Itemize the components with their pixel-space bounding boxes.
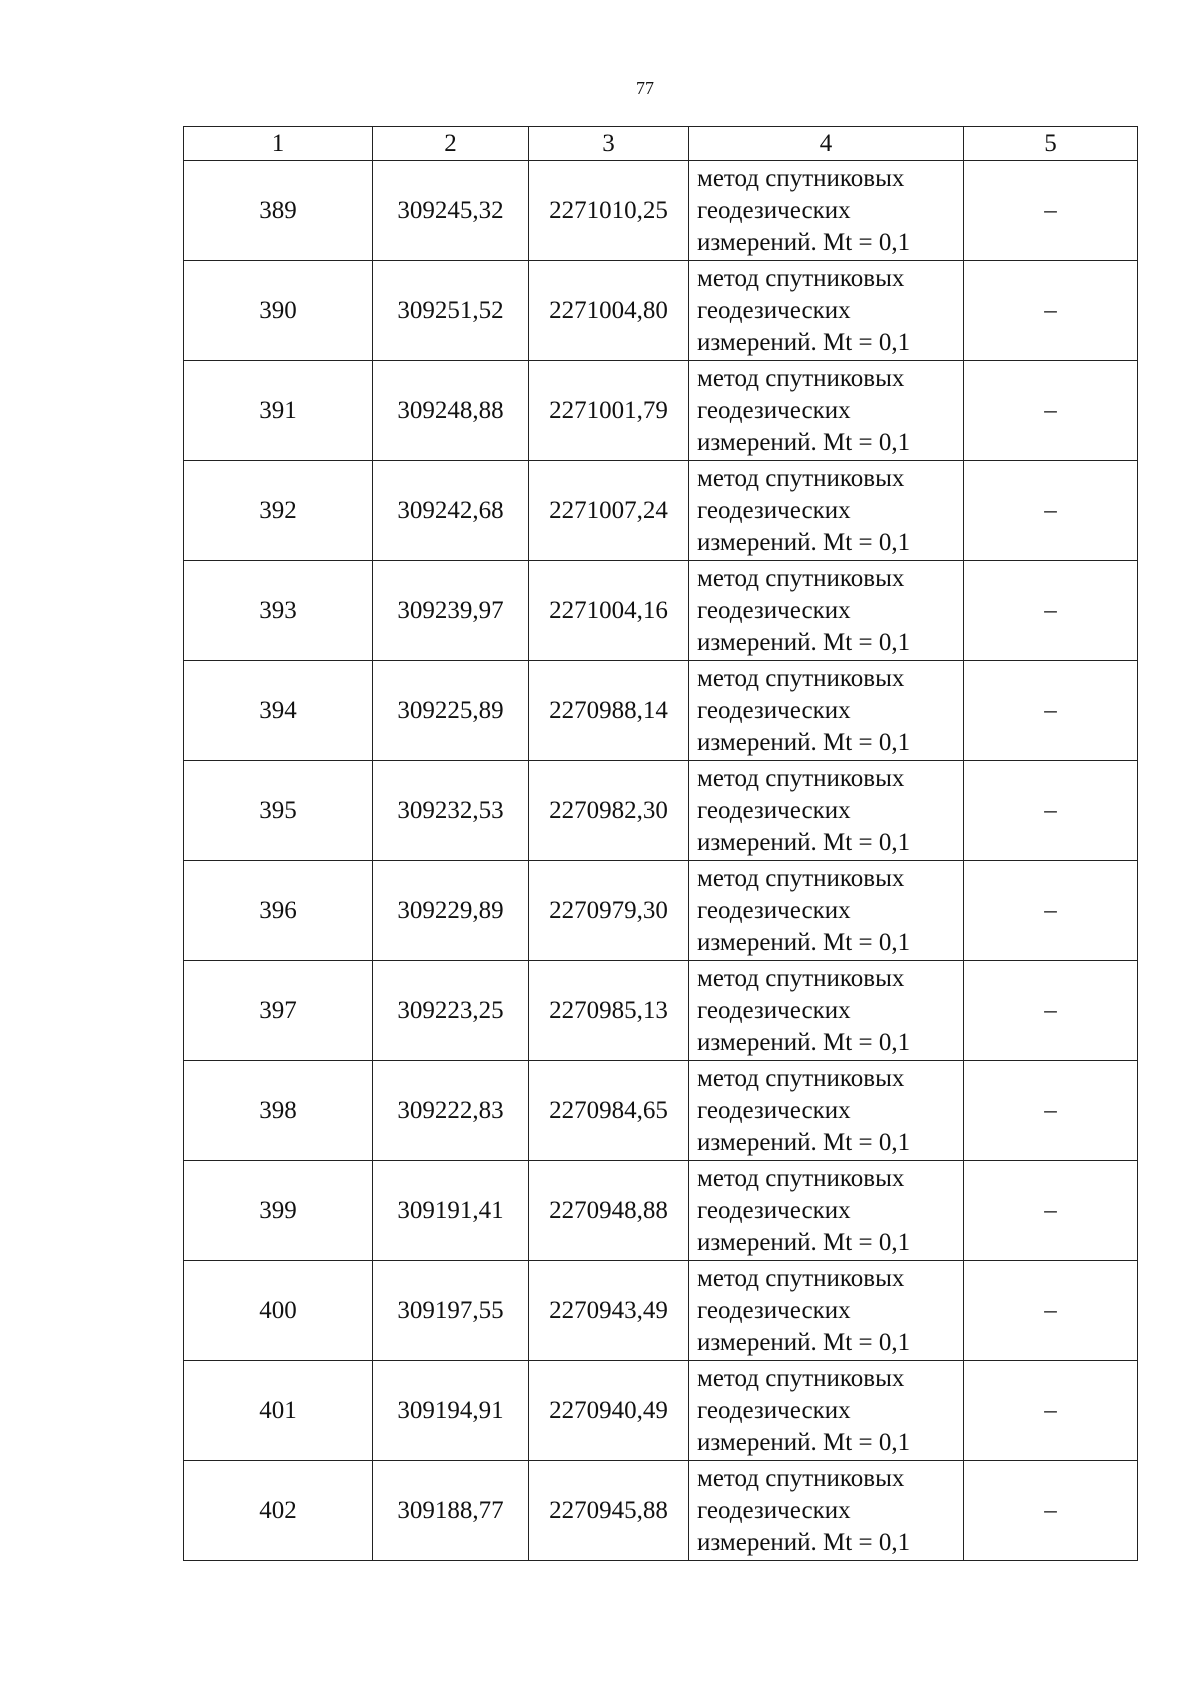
description-cell: –	[964, 961, 1138, 1061]
y-coordinate-cell: 2270982,30	[529, 761, 689, 861]
x-coordinate-cell: 309188,77	[373, 1461, 529, 1561]
method-line-2: геодезических	[697, 696, 851, 724]
method-line-1: метод спутниковых	[697, 864, 905, 892]
method-cell	[689, 461, 964, 561]
method-line-3: измерений. Mt = 0,1	[697, 528, 911, 556]
point-number-cell: 389	[184, 161, 373, 261]
description-cell: –	[964, 461, 1138, 561]
point-number-cell: 392	[184, 461, 373, 561]
method-line-2: геодезических	[697, 996, 851, 1024]
y-coordinate-cell: 2271001,79	[529, 361, 689, 461]
table-row	[184, 461, 1138, 561]
y-coordinate-cell: 2271004,16	[529, 561, 689, 661]
table-row	[184, 661, 1138, 761]
x-coordinate-cell: 309225,89	[373, 661, 529, 761]
method-line-1: метод спутниковых	[697, 1264, 905, 1292]
method-line-3: измерений. Mt = 0,1	[697, 1128, 911, 1156]
x-coordinate-cell: 309251,52	[373, 261, 529, 361]
method-line-1: метод спутниковых	[697, 664, 905, 692]
header-col-4: 4	[689, 127, 964, 161]
table-row	[184, 161, 1138, 261]
method-line-2: геодезических	[697, 1096, 851, 1124]
method-cell	[689, 1361, 964, 1461]
description-cell: –	[964, 361, 1138, 461]
x-coordinate-cell: 309194,91	[373, 1361, 529, 1461]
method-line-1: метод спутниковых	[697, 964, 905, 992]
header-col-5: 5	[964, 127, 1138, 161]
y-coordinate-cell: 2270984,65	[529, 1061, 689, 1161]
method-line-1: метод спутниковых	[697, 564, 905, 592]
table-row	[184, 261, 1138, 361]
y-coordinate-cell: 2270948,88	[529, 1161, 689, 1261]
x-coordinate-cell: 309191,41	[373, 1161, 529, 1261]
table-row	[184, 961, 1138, 1061]
method-line-1: метод спутниковых	[697, 364, 905, 392]
method-cell	[689, 1461, 964, 1561]
method-line-1: метод спутниковых	[697, 1164, 905, 1192]
method-cell	[689, 161, 964, 261]
table-row	[184, 1361, 1138, 1461]
x-coordinate-cell: 309229,89	[373, 861, 529, 961]
method-cell	[689, 861, 964, 961]
method-line-3: измерений. Mt = 0,1	[697, 828, 911, 856]
y-coordinate-cell: 2270979,30	[529, 861, 689, 961]
description-cell: –	[964, 861, 1138, 961]
point-number-cell: 401	[184, 1361, 373, 1461]
point-number-cell: 391	[184, 361, 373, 461]
description-cell: –	[964, 561, 1138, 661]
method-line-3: измерений. Mt = 0,1	[697, 1528, 911, 1556]
method-cell	[689, 1161, 964, 1261]
x-coordinate-cell: 309222,83	[373, 1061, 529, 1161]
y-coordinate-cell: 2270945,88	[529, 1461, 689, 1561]
description-cell: –	[964, 261, 1138, 361]
point-number-cell: 390	[184, 261, 373, 361]
description-cell: –	[964, 661, 1138, 761]
x-coordinate-cell: 309197,55	[373, 1261, 529, 1361]
description-cell: –	[964, 1461, 1138, 1561]
table-row	[184, 761, 1138, 861]
x-coordinate-cell: 309245,32	[373, 161, 529, 261]
y-coordinate-cell: 2270943,49	[529, 1261, 689, 1361]
point-number-cell: 393	[184, 561, 373, 661]
method-line-1: метод спутниковых	[697, 1064, 905, 1092]
method-cell	[689, 1061, 964, 1161]
y-coordinate-cell: 2271004,80	[529, 261, 689, 361]
method-line-1: метод спутниковых	[697, 1464, 905, 1492]
header-col-3: 3	[529, 127, 689, 161]
method-line-2: геодезических	[697, 596, 851, 624]
method-line-3: измерений. Mt = 0,1	[697, 1428, 911, 1456]
y-coordinate-cell: 2271010,25	[529, 161, 689, 261]
method-line-3: измерений. Mt = 0,1	[697, 428, 911, 456]
point-number-cell: 396	[184, 861, 373, 961]
table-row	[184, 1061, 1138, 1161]
method-line-3: измерений. Mt = 0,1	[697, 1028, 911, 1056]
description-cell: –	[964, 1161, 1138, 1261]
x-coordinate-cell: 309239,97	[373, 561, 529, 661]
method-line-1: метод спутниковых	[697, 164, 905, 192]
method-line-3: измерений. Mt = 0,1	[697, 1228, 911, 1256]
coordinates-table	[183, 126, 1138, 1561]
table-header	[184, 127, 1138, 161]
method-line-3: измерений. Mt = 0,1	[697, 728, 911, 756]
method-line-3: измерений. Mt = 0,1	[697, 628, 911, 656]
header-row	[184, 127, 1138, 161]
point-number-cell: 402	[184, 1461, 373, 1561]
method-line-1: метод спутниковых	[697, 264, 905, 292]
x-coordinate-cell: 309248,88	[373, 361, 529, 461]
description-cell: –	[964, 1061, 1138, 1161]
method-line-3: измерений. Mt = 0,1	[697, 228, 911, 256]
header-col-1: 1	[184, 127, 373, 161]
method-line-2: геодезических	[697, 796, 851, 824]
method-line-2: геодезических	[697, 1496, 851, 1524]
method-line-2: геодезических	[697, 496, 851, 524]
description-cell: –	[964, 761, 1138, 861]
header-col-2: 2	[373, 127, 529, 161]
method-line-3: измерений. Mt = 0,1	[697, 928, 911, 956]
method-line-2: геодезических	[697, 396, 851, 424]
page-number: 77	[636, 78, 654, 98]
table-row	[184, 1461, 1138, 1561]
point-number-cell: 399	[184, 1161, 373, 1261]
method-line-3: измерений. Mt = 0,1	[697, 328, 911, 356]
table-row	[184, 361, 1138, 461]
point-number-cell: 394	[184, 661, 373, 761]
description-cell: –	[964, 1261, 1138, 1361]
point-number-cell: 397	[184, 961, 373, 1061]
method-line-2: геодезических	[697, 896, 851, 924]
table-row	[184, 561, 1138, 661]
method-line-2: геодезических	[697, 1196, 851, 1224]
method-line-2: геодезических	[697, 296, 851, 324]
method-cell	[689, 361, 964, 461]
y-coordinate-cell: 2271007,24	[529, 461, 689, 561]
point-number-cell: 398	[184, 1061, 373, 1161]
method-line-2: геодезических	[697, 1396, 851, 1424]
table-row	[184, 1161, 1138, 1261]
table-body	[184, 161, 1138, 1561]
point-number-cell: 395	[184, 761, 373, 861]
table-row	[184, 1261, 1138, 1361]
y-coordinate-cell: 2270985,13	[529, 961, 689, 1061]
x-coordinate-cell: 309223,25	[373, 961, 529, 1061]
method-line-3: измерений. Mt = 0,1	[697, 1328, 911, 1356]
description-cell: –	[964, 161, 1138, 261]
method-cell	[689, 1261, 964, 1361]
method-line-1: метод спутниковых	[697, 764, 905, 792]
y-coordinate-cell: 2270940,49	[529, 1361, 689, 1461]
x-coordinate-cell: 309242,68	[373, 461, 529, 561]
y-coordinate-cell: 2270988,14	[529, 661, 689, 761]
method-cell	[689, 761, 964, 861]
x-coordinate-cell: 309232,53	[373, 761, 529, 861]
method-line-1: метод спутниковых	[697, 1364, 905, 1392]
description-cell: –	[964, 1361, 1138, 1461]
method-cell	[689, 661, 964, 761]
method-cell	[689, 561, 964, 661]
method-cell	[689, 961, 964, 1061]
method-line-2: геодезических	[697, 1296, 851, 1324]
table-row	[184, 861, 1138, 961]
method-line-1: метод спутниковых	[697, 464, 905, 492]
method-cell	[689, 261, 964, 361]
point-number-cell: 400	[184, 1261, 373, 1361]
method-line-2: геодезических	[697, 196, 851, 224]
